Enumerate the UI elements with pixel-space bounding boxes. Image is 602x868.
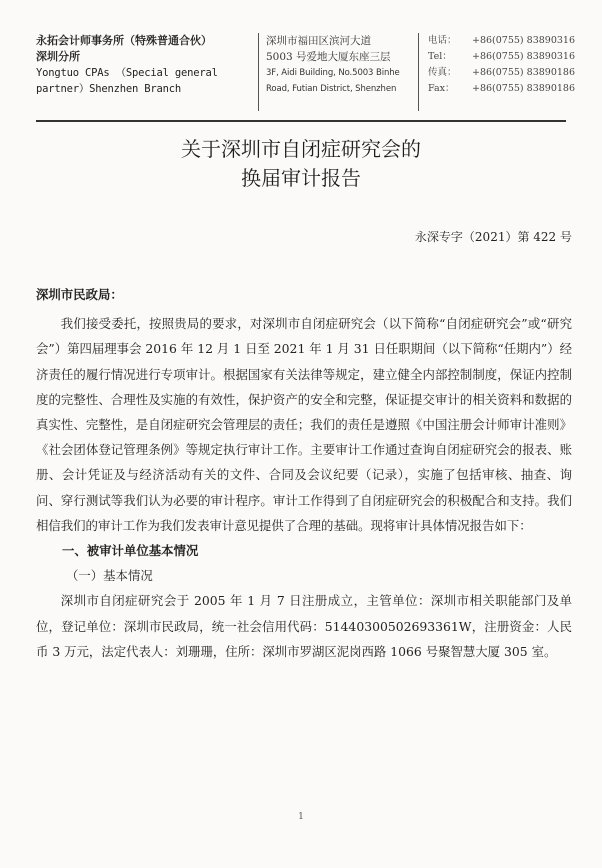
contact-block	[428, 33, 588, 115]
letterhead	[36, 33, 576, 115]
document-number: 永深专字（2021）第 422 号	[414, 230, 572, 244]
addressee: 深圳市民政局：	[36, 287, 123, 302]
address-block	[266, 33, 416, 115]
firm-name-en-2: partner）Shenzhen Branch	[36, 83, 181, 95]
contact-row-phone	[428, 33, 588, 49]
contact-value: +86(0755) 83890186	[472, 67, 576, 78]
contact-value: +86(0755) 83890316	[472, 35, 576, 46]
report-title-line-2: 换届审计报告	[241, 166, 361, 190]
firm-name-cn-1: 永拓会计师事务所（特殊普通合伙）	[36, 34, 212, 47]
contact-value: +86(0755) 83890186	[472, 83, 576, 94]
firm-name-cn-2: 深圳分所	[36, 50, 80, 63]
page-number: 1	[298, 812, 304, 822]
paragraph-scope: 我们接受委托，按照贵局的要求，对深圳市自闭症研究会（以下简称“自闭症研究会”或“研究会”）第四届理事会 2016 年 12 月 1 日至 2021 年 1 月 31 日任职期间（以下简称“任期内”）经济责任的履行情况进行专项审计。根据国家有关法律等规定，建立健全内部控制制度，保证内控制度的完整性、合理性及实施的有效性，保护资产的安全和完整，保证提交审计的相关资料和数据的真实性、完整性，是自闭症研究会管理层的责任；我们的责任是遵照《中国注册会计师审计准则》《社会团体登记管理条例》等规定执行审计工作。主要审计工作通过查询自闭症研究会的报表、账册、会计凭证及与经济活动有关的文件、合同及会议纪要（记录），实施了包括审核、抽查、询问、穿行测试等我们认为必要的审计程序。审计工作得到了自闭症研究会的积极配合和支持。我们相信我们的审计工作为我们发表审计意见提供了合理的基础。现将审计具体情况报告如下：	[36, 316, 572, 533]
address-en-1: 3F, Aidi Building, No.5003 Binhe	[266, 68, 400, 78]
contact-value: +86(0755) 83890316	[472, 51, 576, 62]
letterhead-rule	[36, 120, 566, 122]
contact-label: 传真：	[428, 67, 457, 78]
paragraph-basic-info: 深圳市自闭症研究会于 2005 年 1 月 7 日注册成立，主管单位：深圳市相关职能部门及单位，登记单位：深圳市民政局，统一社会信用代码：51440300502693361W，注册资金：人民币 3 万元，法定代表人：刘珊珊，住所：深圳市罗湖区泥岗西路 1066 号聚智慧大厦 305 室。	[36, 593, 572, 659]
contact-label: 电话：	[428, 35, 457, 46]
contact-label: Fax：	[428, 83, 455, 94]
report-title-line-1: 关于深圳市自闭症研究会的	[181, 137, 421, 161]
contact-row-fax	[428, 81, 588, 97]
letterhead-divider-1	[258, 33, 259, 111]
subsection-heading: （一）基本情况	[66, 568, 153, 584]
address-en-2: Road, Futian District, Shenzhen	[266, 84, 397, 94]
address-cn-2: 5003 号爱地大厦东座三层	[266, 51, 391, 63]
contact-label: Tel：	[428, 51, 452, 62]
firm-name-en-1: Yongtuo CPAs （Special general	[36, 67, 218, 79]
letterhead-divider-2	[418, 33, 419, 111]
section-heading: 一、被审计单位基本情况	[62, 543, 199, 559]
address-cn-1: 深圳市福田区滨河大道	[266, 35, 371, 47]
firm-name-block	[36, 33, 264, 115]
contact-row-tel	[428, 49, 588, 65]
contact-row-fax-cn	[428, 65, 588, 81]
report-body	[36, 282, 572, 664]
